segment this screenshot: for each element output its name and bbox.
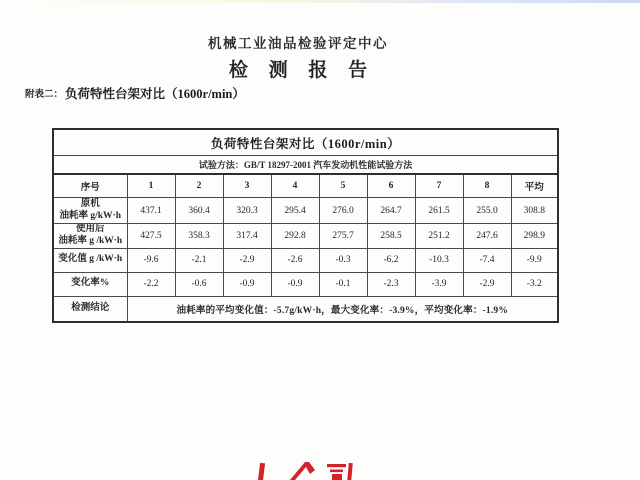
scan-artifact-strip — [0, 0, 640, 3]
column-header: 1 — [127, 174, 175, 198]
data-cell: 427.5 — [127, 224, 175, 249]
data-cell: -2.6 — [271, 248, 319, 272]
test-method-row — [53, 156, 558, 175]
data-cell: -2.9 — [463, 272, 511, 296]
data-cell: -2.2 — [127, 272, 175, 296]
annex-line — [25, 84, 245, 103]
data-cell: -7.4 — [463, 248, 511, 272]
column-header: 4 — [271, 174, 319, 198]
data-cell: -3.9 — [415, 272, 463, 296]
row-label: 变化值 g /kW·h — [53, 248, 127, 272]
column-header: 8 — [463, 174, 511, 198]
data-cell: 317.4 — [223, 224, 271, 249]
data-cell: 298.9 — [511, 224, 558, 249]
row-label: 变化率% — [53, 272, 127, 296]
data-cell: -0.3 — [319, 248, 367, 272]
data-cell: 251.2 — [415, 224, 463, 249]
data-cell: -2.9 — [223, 248, 271, 272]
red-seal-fragment — [250, 452, 360, 480]
column-header-row — [53, 174, 558, 198]
org-name: 机械工业油品检验评定中心 — [208, 36, 388, 51]
row-label: 原机 油耗率 g/kW·h — [53, 198, 127, 224]
data-cell: 276.0 — [319, 198, 367, 224]
data-cell: 261.5 — [415, 198, 463, 224]
data-cell: 258.5 — [367, 224, 415, 249]
column-header: 3 — [223, 174, 271, 198]
data-cell: -3.2 — [511, 272, 558, 296]
column-header: 平均 — [511, 174, 558, 198]
table-row-original-engine — [53, 198, 558, 224]
data-cell: 308.8 — [511, 198, 558, 224]
data-cell: -0.1 — [319, 272, 367, 296]
data-cell: 247.6 — [463, 224, 511, 249]
data-cell: 292.8 — [271, 224, 319, 249]
data-cell: -0.9 — [223, 272, 271, 296]
table-row-after-use — [53, 224, 558, 249]
data-cell: -6.2 — [367, 248, 415, 272]
data-cell: 360.4 — [175, 198, 223, 224]
data-cell: -10.3 — [415, 248, 463, 272]
data-cell: 255.0 — [463, 198, 511, 224]
column-header: 序号 — [53, 174, 127, 198]
column-header: 6 — [367, 174, 415, 198]
row-label: 使用后 油耗率 g /kW·h — [53, 224, 127, 249]
table-title-row — [53, 129, 558, 156]
data-cell: -0.9 — [271, 272, 319, 296]
data-cell: -9.9 — [511, 248, 558, 272]
report-title: 检 测 报 告 — [228, 60, 370, 81]
annex-title: 负荷特性台架对比（1600r/min） — [65, 87, 245, 101]
data-cell: -2.3 — [367, 272, 415, 296]
data-cell: 275.7 — [319, 224, 367, 249]
data-cell: 358.3 — [175, 224, 223, 249]
table-row-change-rate — [53, 272, 558, 296]
report-table — [52, 128, 559, 323]
conclusion-row — [53, 296, 558, 322]
column-header: 5 — [319, 174, 367, 198]
test-method: 试验方法：GB/T 18297-2001 汽车发动机性能试验方法 — [53, 156, 558, 175]
column-header: 2 — [175, 174, 223, 198]
data-cell: 437.1 — [127, 198, 175, 224]
data-cell: -9.6 — [127, 248, 175, 272]
data-cell: 320.3 — [223, 198, 271, 224]
table-row-change-value — [53, 248, 558, 272]
data-cell: 264.7 — [367, 198, 415, 224]
data-cell: 295.4 — [271, 198, 319, 224]
conclusion-label: 检测结论 — [53, 296, 127, 322]
data-cell: -2.1 — [175, 248, 223, 272]
conclusion-text: 油耗率的平均变化值：-5.7g/kW·h，最大变化率：-3.9%，平均变化率：-1.9% — [127, 296, 558, 322]
column-header: 7 — [415, 174, 463, 198]
table-title: 负荷特性台架对比（1600r/min） — [53, 129, 558, 156]
data-cell: -0.6 — [175, 272, 223, 296]
annex-label: 附表二： — [25, 90, 64, 100]
